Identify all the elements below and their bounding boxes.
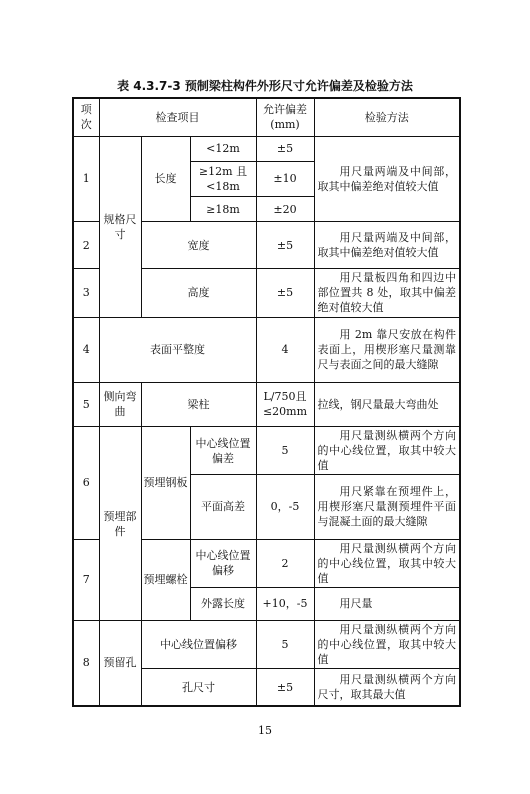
header-no: 项次 xyxy=(73,98,99,136)
tolerance-value: 5 xyxy=(256,427,314,475)
table-caption: 表 4.3.7-3 预制梁柱构件外形尺寸允许偏差及检验方法 xyxy=(117,79,413,93)
row-no: 1 xyxy=(73,136,99,221)
group-spec-size: 规格尺寸 xyxy=(99,136,141,317)
item-exposed-length: 外露长度 xyxy=(190,587,256,620)
row-no: 3 xyxy=(73,269,99,317)
row-no: 8 xyxy=(73,620,99,706)
table-row xyxy=(73,317,460,382)
inspection-method: 拉线，钢尺量最大弯曲处 xyxy=(314,382,460,426)
item-height: 高度 xyxy=(141,269,256,317)
inspection-method: 用 2m 靠尺安放在构件表面上，用楔形塞尺量测靠尺与表面之间的最大缝隙 xyxy=(314,317,460,382)
tolerance-value: ±10 xyxy=(256,161,314,196)
inspection-method: 用尺量 xyxy=(314,587,460,620)
inspection-method: 用尺量两端及中间部，取其中偏差绝对值较大值 xyxy=(314,222,460,269)
tolerance-value: ±5 xyxy=(256,669,314,706)
item-centerline-offset: 中心线位置偏移 xyxy=(141,620,256,668)
tolerance-value: ±5 xyxy=(256,136,314,161)
tolerance-value: +10，-5 xyxy=(256,587,314,620)
sub-item: ≥12m 且<18m xyxy=(190,161,256,196)
sub-embedded-plate: 预埋钢板 xyxy=(141,427,190,540)
header-method: 检验方法 xyxy=(314,98,460,136)
item-flatness: 表面平整度 xyxy=(99,317,256,382)
table-row xyxy=(73,136,460,161)
inspection-method: 用尺量测纵横两个方向的中心线位置，取其中较大值 xyxy=(314,427,460,475)
row-no: 7 xyxy=(73,539,99,620)
row-no: 5 xyxy=(73,382,99,426)
item-centerline-deviation: 中心线位置偏差 xyxy=(190,427,256,475)
sub-item: <12m xyxy=(190,136,256,161)
item-length: 长度 xyxy=(141,136,190,221)
page-number: 15 xyxy=(258,724,272,737)
inspection-method: 用尺量测纵横两个方向尺寸，取其最大值 xyxy=(314,669,460,706)
tolerance-value: 0，-5 xyxy=(256,475,314,539)
group-embedded-parts: 预埋部件 xyxy=(99,427,141,621)
header-tolerance: 允许偏差 (mm) xyxy=(256,98,314,136)
table-row xyxy=(73,620,460,668)
inspection-method: 用尺量测纵横两个方向的中心线位置，取其中较大值 xyxy=(314,539,460,587)
tolerance-value: 4 xyxy=(256,317,314,382)
header-item: 检查项目 xyxy=(99,98,256,136)
item-hole-size: 孔尺寸 xyxy=(141,669,256,706)
tolerance-value: L/750且≤20mm xyxy=(256,382,314,426)
sub-item: ≥18m xyxy=(190,196,256,221)
item-width: 宽度 xyxy=(141,222,256,269)
inspection-method: 用尺量板四角和四边中部位置共 8 处，取其中偏差绝对值较大值 xyxy=(314,269,460,317)
item-beam-column: 梁柱 xyxy=(141,382,256,426)
tolerance-value: ±5 xyxy=(256,222,314,269)
sub-embedded-bolt: 预埋螺栓 xyxy=(141,539,190,620)
item-plane-height-diff: 平面高差 xyxy=(190,475,256,539)
group-lateral-bending: 侧向弯曲 xyxy=(99,382,141,426)
inspection-method: 用尺量两端及中间部，取其中偏差绝对值较大值 xyxy=(314,136,460,221)
header-row xyxy=(73,98,460,136)
tolerance-value: 2 xyxy=(256,539,314,587)
row-no: 2 xyxy=(73,222,99,269)
row-no: 6 xyxy=(73,427,99,540)
inspection-method: 用尺量测纵横两个方向的中心线位置，取其中较大值 xyxy=(314,620,460,668)
item-centerline-offset: 中心线位置偏移 xyxy=(190,539,256,587)
inspection-method: 用尺紧靠在预埋件上，用楔形塞尺量测预埋件平面与混凝土面的最大缝隙 xyxy=(314,475,460,539)
tolerance-value: 5 xyxy=(256,620,314,668)
table-row xyxy=(73,427,460,475)
row-no: 4 xyxy=(73,317,99,382)
tolerance-value: ±20 xyxy=(256,196,314,221)
group-reserved-hole: 预留孔 xyxy=(99,620,141,706)
table-row xyxy=(73,382,460,426)
tolerance-value: ±5 xyxy=(256,269,314,317)
tolerance-table xyxy=(72,97,461,707)
